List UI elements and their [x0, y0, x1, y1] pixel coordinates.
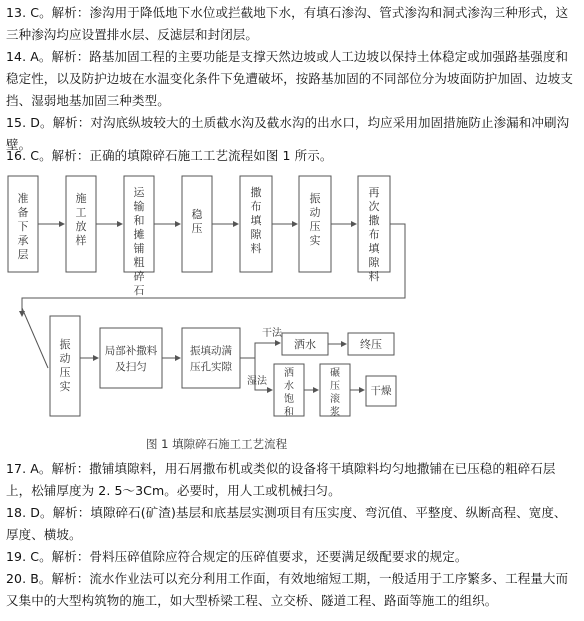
- row1-step-5: [240, 176, 272, 272]
- dry-step-final-press: [348, 333, 394, 355]
- row1-step-4: [182, 176, 212, 272]
- paragraph-15: 15. D。解析：对沟底纵坡较大的土质截水沟及截水沟的出水口，均应采用加固措施防止渗漏和冲刷沟壁。: [6, 115, 570, 152]
- process-flow-diagram: [0, 168, 584, 458]
- svg-text:干燥: 干燥: [370, 385, 392, 397]
- row1-step-1-label: 准备下承层: [17, 192, 29, 261]
- svg-text:运输和摊铺粗碎石: 运输和摊铺粗碎石: [133, 186, 145, 297]
- svg-text:及扫匀: 及扫匀: [115, 361, 147, 373]
- row1-step-7: [358, 176, 390, 283]
- row2-step-1: [50, 316, 80, 416]
- svg-text:洒水: 洒水: [294, 338, 316, 351]
- paragraph-17: 17. A。解析：撒铺填隙料，用石屑撒布机或类似的设备将干填隙料均匀地撒铺在已压稳的粗碎石层上，松铺厚度为 2. 5～3Cm。必要时，用人工或机械扫匀。: [6, 461, 556, 498]
- dry-step-sprinkle: [282, 333, 328, 355]
- wet-method-label: 湿法: [247, 376, 267, 387]
- dry-method-label: 干法: [262, 328, 282, 339]
- svg-text:振填动满: 振填动满: [190, 345, 232, 357]
- svg-text:撒布填隙料: 撒布填隙料: [250, 186, 262, 255]
- wet-step-roll-slurry: [320, 364, 350, 418]
- svg-text:振动压实: 振动压实: [59, 338, 71, 393]
- row1-step-2: [66, 176, 96, 272]
- figure-caption: 图 1 填隙碎石施工工艺流程: [146, 437, 288, 451]
- wet-step-dry: [366, 376, 396, 406]
- svg-text:再次撒布填隙料: 再次撒布填隙料: [368, 186, 380, 283]
- svg-text:终压: 终压: [360, 338, 382, 351]
- row1-step-1: [8, 176, 38, 272]
- svg-text:振动压实: 振动压实: [309, 192, 321, 247]
- row2-step-2: [100, 328, 162, 388]
- paragraph-18: 18. D。解析：填隙碎石(矿渣)基层和底基层实测项目有压实度、弯沉值、平整度、纵断高程、宽度、厚度、横坡。: [6, 505, 567, 542]
- paragraph-14: 14. A。解析：路基加固工程的主要功能是支撑天然边坡或人工边坡以保持土体稳定或加强路基强度和稳定性，以及防护边坡在水温变化条件下免遭破坏，按路基加固的不同部位分为坡面防护加固、边坡支挡、湿弱地基加固三种类型。: [6, 49, 574, 108]
- paragraph-19: 19. C。解析：骨料压碎值除应符合规定的压碎值要求，还要满足级配要求的规定。: [6, 549, 468, 564]
- wet-step-saturate: [274, 364, 304, 418]
- paragraph-16: 16. C。解析：正确的填隙碎石施工工艺流程如图 1 所示。: [6, 148, 333, 163]
- row2-step-3: [182, 328, 240, 388]
- svg-text:局部补撒料: 局部补撒料: [104, 345, 158, 357]
- row1-step-6: [299, 176, 331, 272]
- svg-text:施工放样: 施工放样: [75, 192, 87, 247]
- paragraph-13: 13. C。解析：渗沟用于降低地下水位或拦截地下水，有填石渗沟、管式渗沟和洞式渗沟三种形式，这三种渗沟均应设置排水层、反滤层和封闭层。: [6, 5, 569, 42]
- paragraph-20: 20. B。解析：流水作业法可以充分利用工作面，有效地缩短工期，一般适用于工序繁多、工程量大而又集中的大型构筑物的施工，如大型桥梁工程、立交桥、隧道工程、路面等施工的组织。: [6, 571, 569, 608]
- svg-text:稳压: 稳压: [191, 208, 203, 235]
- svg-text:洒水饱和: 洒水饱和: [284, 368, 294, 418]
- svg-text:压孔实隙: 压孔实隙: [190, 361, 232, 373]
- row1-step-3: [124, 176, 154, 297]
- svg-text:碾压滚浆: 碾压滚浆: [330, 368, 340, 418]
